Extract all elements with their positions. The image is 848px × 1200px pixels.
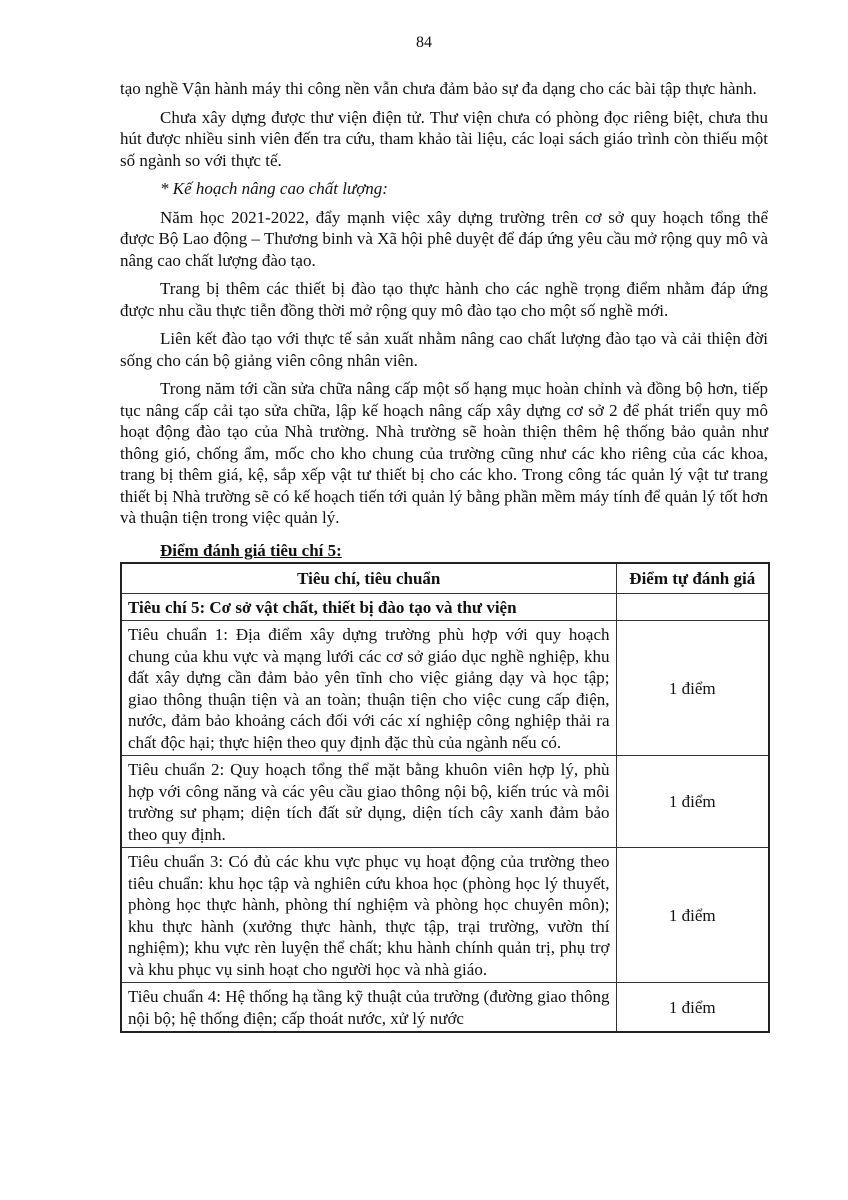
header-criteria: Tiêu chí, tiêu chuẩn (121, 563, 616, 594)
document-body (120, 78, 768, 1033)
table-header-row (121, 563, 769, 594)
paragraph-training-link: Liên kết đào tạo với thực tế sản xuất nhằm nâng cao chất lượng đào tạo và cải thiện đời sống cho cán bộ giảng viên công nhân viên. (120, 329, 768, 370)
standard-text: Tiêu chuẩn 4: Hệ thống hạ tầng kỹ thuật của trường (đường giao thông nội bộ; hệ thống điện; cấp thoát nước, xử lý nước (121, 983, 616, 1033)
table-row (121, 983, 769, 1033)
table-row (121, 756, 769, 848)
paragraph-school-year-plan: Năm học 2021-2022, đẩy mạnh việc xây dựng trường trên cơ sở quy hoạch tổng thể được Bộ Lao động – Thương binh và Xã hội phê duyệt để đáp ứng yêu cầu mở rộng quy mô và nâng cao chất lượng đào tạo. (120, 207, 768, 270)
standard-score: 1 điểm (616, 621, 769, 756)
criteria-table (120, 562, 770, 1034)
standard-score: 1 điểm (616, 756, 769, 848)
table-row (121, 848, 769, 983)
table-title: Điểm đánh giá tiêu chí 5: (160, 540, 342, 560)
section-heading-quality-plan: * Kế hoạch nâng cao chất lượng: (160, 179, 388, 198)
paragraph-continuation: tạo nghề Vận hành máy thi công nền vẫn chưa đảm bảo sự đa dạng cho các bài tập thực hành. (120, 79, 757, 98)
criterion-title: Tiêu chí 5: Cơ sở vật chất, thiết bị đào tạo và thư viện (121, 593, 616, 621)
paragraph-upgrade-plan: Trong năm tới cần sửa chữa nâng cấp một số hạng mục hoàn chỉnh và đồng bộ hơn, tiếp tục nâng cấp cải tạo sửa chữa, lập kế hoạch nâng cấp xây dựng cơ sở 2 để phát triển quy mô hoạt động đào tạo của Nhà trường. Nhà trường sẽ hoàn thiện thêm hệ thống bảo quản như thông gió, chống ẩm, mốc cho kho chung của trường cũng như các kho riêng của các khoa, trang bị thêm giá, kệ, sắp xếp vật tư thiết bị cho các kho. Trong công tác quản lý vật tư trang thiết bị Nhà trường sẽ có kế hoạch tiến tới quản lý bằng phần mềm máy tính để quản lý tốt hơn và thuận tiện trong việc quản lý. (120, 379, 768, 527)
header-self-score: Điểm tự đánh giá (616, 563, 769, 594)
paragraph-library: Chưa xây dựng được thư viện điện tử. Thư viện chưa có phòng đọc riêng biệt, chưa thu hút được nhiều sinh viên đến tra cứu, tham khảo tài liệu, các loại sách giáo trình còn thiếu một số ngành so với thực tế. (120, 107, 768, 170)
standard-score: 1 điểm (616, 848, 769, 983)
standard-text: Tiêu chuẩn 1: Địa điểm xây dựng trường phù hợp với quy hoạch chung của khu vực và mạng lưới các cơ sở giáo dục nghề nghiệp, khu đất xây dựng cần đảm bảo yên tĩnh cho việc giảng dạy và học tập; giao thông thuận tiện và an toàn; thuận tiện cho việc cung cấp điện, nước, đảm bảo khoảng cách đối với các xí nghiệp công nghiệp thải ra chất độc hại; thực hiện theo quy định đặc thù của ngành nếu có. (121, 621, 616, 756)
paragraph-equipment: Trang bị thêm các thiết bị đào tạo thực hành cho các nghề trọng điểm nhằm đáp ứng được nhu cầu thực tiễn đồng thời mở rộng quy mô đào tạo cho một số nghề mới. (120, 279, 768, 320)
page-number: 84 (416, 34, 432, 51)
criterion-score-empty (616, 593, 769, 621)
standard-text: Tiêu chuẩn 2: Quy hoạch tổng thể mặt bằng khuôn viên hợp lý, phù hợp với công năng và các yêu cầu giao thông nội bộ, kiến trúc và môi trường sư phạm; diện tích đất sử dụng, diện tích cây xanh đảm bảo theo quy định. (121, 756, 616, 848)
table-row (121, 621, 769, 756)
criterion-row (121, 593, 769, 621)
standard-text: Tiêu chuẩn 3: Có đủ các khu vực phục vụ hoạt động của trường theo tiêu chuẩn: khu học tập và nghiên cứu khoa học (phòng học lý thuyết, phòng học thực hành, phòng thí nghiệm và phòng học chuyên môn); khu thực hành (xưởng thực hành, thực tập, trại trường, vườn thí nghiệm); khu vực rèn luyện thể chất; khu hành chính quản trị, phụ trợ và khu phục vụ sinh hoạt cho người học và nhà giáo. (121, 848, 616, 983)
standard-score: 1 điểm (616, 983, 769, 1033)
